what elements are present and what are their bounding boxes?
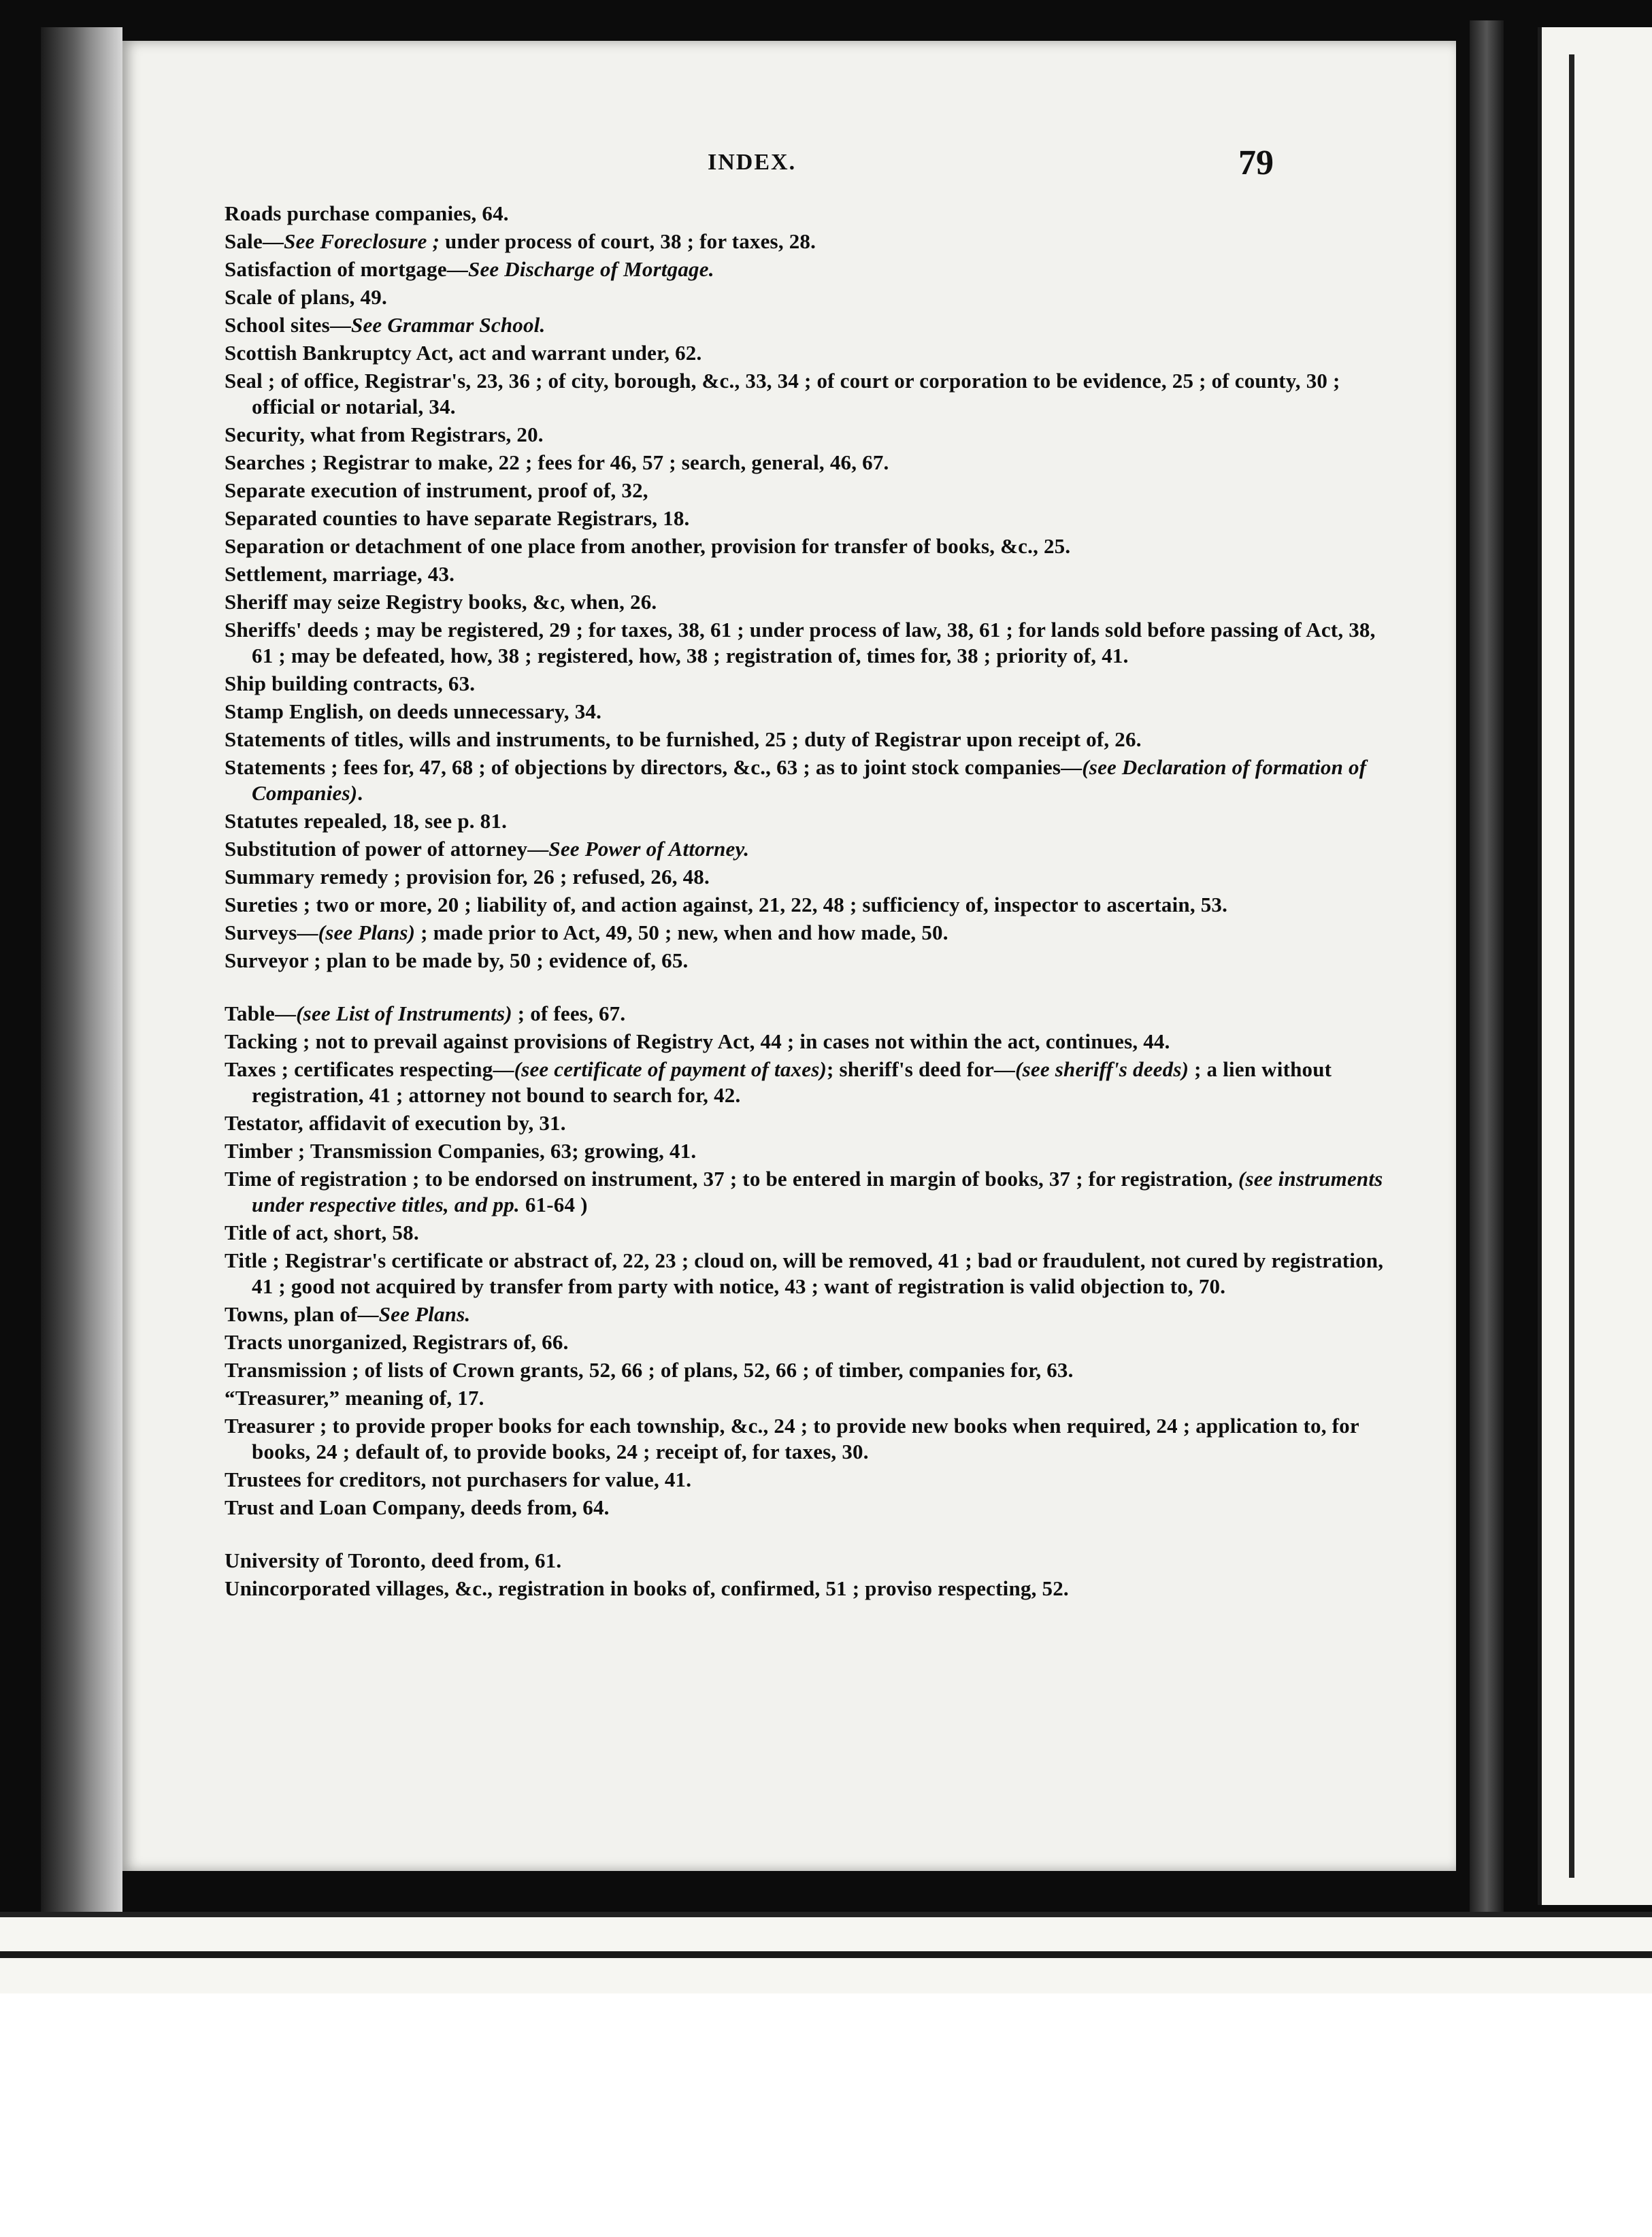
index-entry	[225, 1029, 1395, 1055]
index-entry	[225, 1329, 1395, 1355]
index-entry	[225, 671, 1395, 697]
index-entry	[225, 1110, 1395, 1136]
index-entry	[225, 892, 1395, 918]
index-entry-text: School sites—	[225, 313, 352, 337]
index-entry	[225, 1413, 1395, 1465]
index-entry-text: Statements of titles, wills and instruments, to be furnished, 25 ; duty of Registrar upon receipt of, 26.	[225, 727, 1142, 751]
index-entry-text: Separation or detachment of one place from another, provision for transfer of books, &c., 25.	[225, 534, 1071, 558]
index-entry-text: under process of court, 38 ; for taxes, 28.	[440, 229, 816, 253]
page-number: 79	[1238, 144, 1274, 182]
index-entry-italic-text: See Discharge of Mortgage.	[468, 257, 714, 281]
index-entry-text: 61-64 )	[519, 1193, 588, 1216]
index-entry	[225, 948, 1395, 974]
index-entry	[225, 864, 1395, 890]
page-bottom-band	[0, 1912, 1652, 1999]
index-entry-text: .	[357, 781, 363, 805]
index-entry-italic-text: (see sheriff's deeds)	[1015, 1057, 1189, 1081]
index-entry-text: Statements ; fees for, 47, 68 ; of objections by directors, &c., 63 ; as to joint stock companies—	[225, 755, 1083, 779]
index-entry-text: Towns, plan of—	[225, 1302, 379, 1326]
index-entry-text: ; of fees, 67.	[512, 1001, 626, 1025]
index-entry-text: Tacking ; not to prevail against provisions of Registry Act, 44 ; in cases not within the act, continues, 44.	[225, 1029, 1170, 1053]
index-entry	[225, 506, 1395, 531]
index-entry-text: Title of act, short, 58.	[225, 1221, 419, 1244]
index-entry-text: Roads purchase companies, 64.	[225, 201, 509, 225]
index-entry	[225, 617, 1395, 669]
index-entry-text: Treasurer ; to provide proper books for each township, &c., 24 ; to provide new books when required, 24 ; application to, for books, 24 ; default of, to provide books, 24 ; receipt of, for taxes, 30.	[225, 1414, 1359, 1463]
index-entry-text: ; sheriff's deed for—	[826, 1057, 1016, 1081]
index-entry-italic-text: See Foreclosure ;	[284, 229, 440, 253]
book-gutter	[1470, 20, 1504, 1919]
index-entry-italic-text: (see certificate of payment of taxes)	[514, 1057, 827, 1081]
index-entry-italic-text: (see instruments under respective titles, and pp.	[252, 1167, 1383, 1216]
index-entry	[225, 1001, 1395, 1027]
index-entry-italic-text: See Power of Attorney.	[548, 837, 750, 861]
index-entry-text: Trust and Loan Company, deeds from, 64.	[225, 1495, 610, 1519]
index-entry-text: Transmission ; of lists of Crown grants, 52, 66 ; of plans, 52, 66 ; of timber, companies for, 63.	[225, 1358, 1074, 1382]
index-entry	[225, 1385, 1395, 1411]
bottom-rule	[0, 1951, 1652, 1958]
index-entry-text: Tracts unorganized, Registrars of, 66.	[225, 1330, 569, 1354]
index-entry	[225, 1302, 1395, 1327]
index-entry	[225, 422, 1395, 448]
index-entry-text: Substitution of power of attorney—	[225, 837, 549, 861]
index-entry	[225, 920, 1395, 946]
index-entry-text: Surveyor ; plan to be made by, 50 ; evidence of, 65.	[225, 948, 689, 972]
index-entry-text: Taxes ; certificates respecting—	[225, 1057, 514, 1081]
index-entry	[225, 1166, 1395, 1218]
index-entry	[225, 284, 1395, 310]
book-page	[122, 41, 1456, 1871]
index-entry-italic-text: See Grammar School.	[351, 313, 546, 337]
index-entry-text: Trustees for creditors, not purchasers for value, 41.	[225, 1468, 692, 1491]
running-head	[122, 144, 1456, 190]
index-entry-text: Sheriff may seize Registry books, &c, when, 26.	[225, 590, 657, 614]
index-entry-text: Seal ; of office, Registrar's, 23, 36 ; of city, borough, &c., 33, 34 ; of court or corporation to be evidence, 25 ; of county, 30 ; official or notarial, 34.	[225, 369, 1340, 418]
index-entry	[225, 1057, 1395, 1108]
index-entry	[225, 1576, 1395, 1602]
index-entry-text: Testator, affidavit of execution by, 31.	[225, 1111, 566, 1135]
index-entry-text: Unincorporated villages, &c., registration in books of, confirmed, 51 ; proviso respecting, 52.	[225, 1576, 1069, 1600]
index-entry-text: Surveys—	[225, 921, 318, 944]
index-entry-text: Settlement, marriage, 43.	[225, 562, 455, 586]
index-entry-text: Separate execution of instrument, proof of, 32,	[225, 478, 648, 502]
index-entry	[225, 340, 1395, 366]
index-entry	[225, 1357, 1395, 1383]
blank-lower-area	[0, 1993, 1652, 2237]
index-entry-text: Sureties ; two or more, 20 ; liability of, and action against, 21, 22, 48 ; sufficiency of, inspector to ascertain, 53.	[225, 893, 1228, 916]
index-entry	[225, 589, 1395, 615]
index-entry-text: Table—	[225, 1001, 297, 1025]
index-entry-text: Ship building contracts, 63.	[225, 672, 476, 695]
index-entry-text: Scale of plans, 49.	[225, 285, 387, 309]
running-title: INDEX.	[708, 150, 797, 175]
index-entry	[225, 1138, 1395, 1164]
index-entry	[225, 229, 1395, 254]
index-entry-italic-text: (see Plans)	[318, 921, 416, 944]
index-entry-text: University of Toronto, deed from, 61.	[225, 1548, 562, 1572]
index-entry-text: “Treasurer,” meaning of, 17.	[225, 1386, 484, 1410]
index-entry	[225, 1548, 1395, 1574]
index-entry-text: Title ; Registrar's certificate or abstract of, 22, 23 ; cloud on, will be removed, 41 ; bad or fraudulent, not cured by registration, 41 ; good not acquired by transfer from party with notice, 43 ; want of registration is valid objection to, 70.	[225, 1248, 1384, 1298]
index-entry-text: Sheriffs' deeds ; may be registered, 29 ; for taxes, 38, 61 ; under process of law, 38, 61 ; for lands sold before passing of Act, 38, 61 ; may be defeated, how, 38 ; registered, how, 38 ; registration of, times for, 38 ; priority of, 41.	[225, 618, 1376, 667]
index-entry	[225, 1495, 1395, 1521]
index-entry	[225, 478, 1395, 503]
index-entry-text: Sale—	[225, 229, 284, 253]
facing-page-rule	[1569, 54, 1574, 1878]
index-entry-text: Searches ; Registrar to make, 22 ; fees for 46, 57 ; search, general, 46, 67.	[225, 450, 889, 474]
index-entry	[225, 561, 1395, 587]
index-entry	[225, 312, 1395, 338]
index-entry	[225, 727, 1395, 752]
index-entry-text: Timber ; Transmission Companies, 63; growing, 41.	[225, 1139, 697, 1163]
index-entry	[225, 836, 1395, 862]
index-entry	[225, 808, 1395, 834]
index-list	[225, 201, 1395, 1604]
index-entry-italic-text: (see Declaration of formation of Companies)	[252, 755, 1367, 805]
index-entry-text: Statutes repealed, 18, see p. 81.	[225, 809, 508, 833]
index-entry-text: Scottish Bankruptcy Act, act and warrant under, 62.	[225, 341, 702, 365]
index-entry	[225, 755, 1395, 806]
index-entry	[225, 256, 1395, 282]
index-entry	[225, 201, 1395, 227]
facing-page-edge	[1538, 27, 1652, 1905]
index-entry-text: ; a lien without registration, 41 ; attorney not bound to search for, 42.	[252, 1057, 1332, 1107]
index-entry	[225, 699, 1395, 725]
index-entry-text: ; made prior to Act, 49, 50 ; new, when and how made, 50.	[415, 921, 948, 944]
index-entry	[225, 368, 1395, 420]
index-entry	[225, 1467, 1395, 1493]
index-entry-text: Security, what from Registrars, 20.	[225, 422, 544, 446]
index-entry-italic-text: (see List of Instruments)	[296, 1001, 512, 1025]
index-entry-text: Summary remedy ; provision for, 26 ; refused, 26, 48.	[225, 865, 710, 889]
index-entry-text: Stamp English, on deeds unnecessary, 34.	[225, 699, 602, 723]
index-entry	[225, 1248, 1395, 1299]
index-entry-italic-text: See Plans.	[378, 1302, 471, 1326]
index-entry-text: Separated counties to have separate Registrars, 18.	[225, 506, 690, 530]
index-entry	[225, 450, 1395, 476]
index-entry-text: Time of registration ; to be endorsed on instrument, 37 ; to be entered in margin of books, 37 ; for registration,	[225, 1167, 1238, 1191]
index-entry-text: Satisfaction of mortgage—	[225, 257, 468, 281]
index-entry	[225, 533, 1395, 559]
book-left-edge	[41, 27, 122, 1919]
index-entry	[225, 1220, 1395, 1246]
